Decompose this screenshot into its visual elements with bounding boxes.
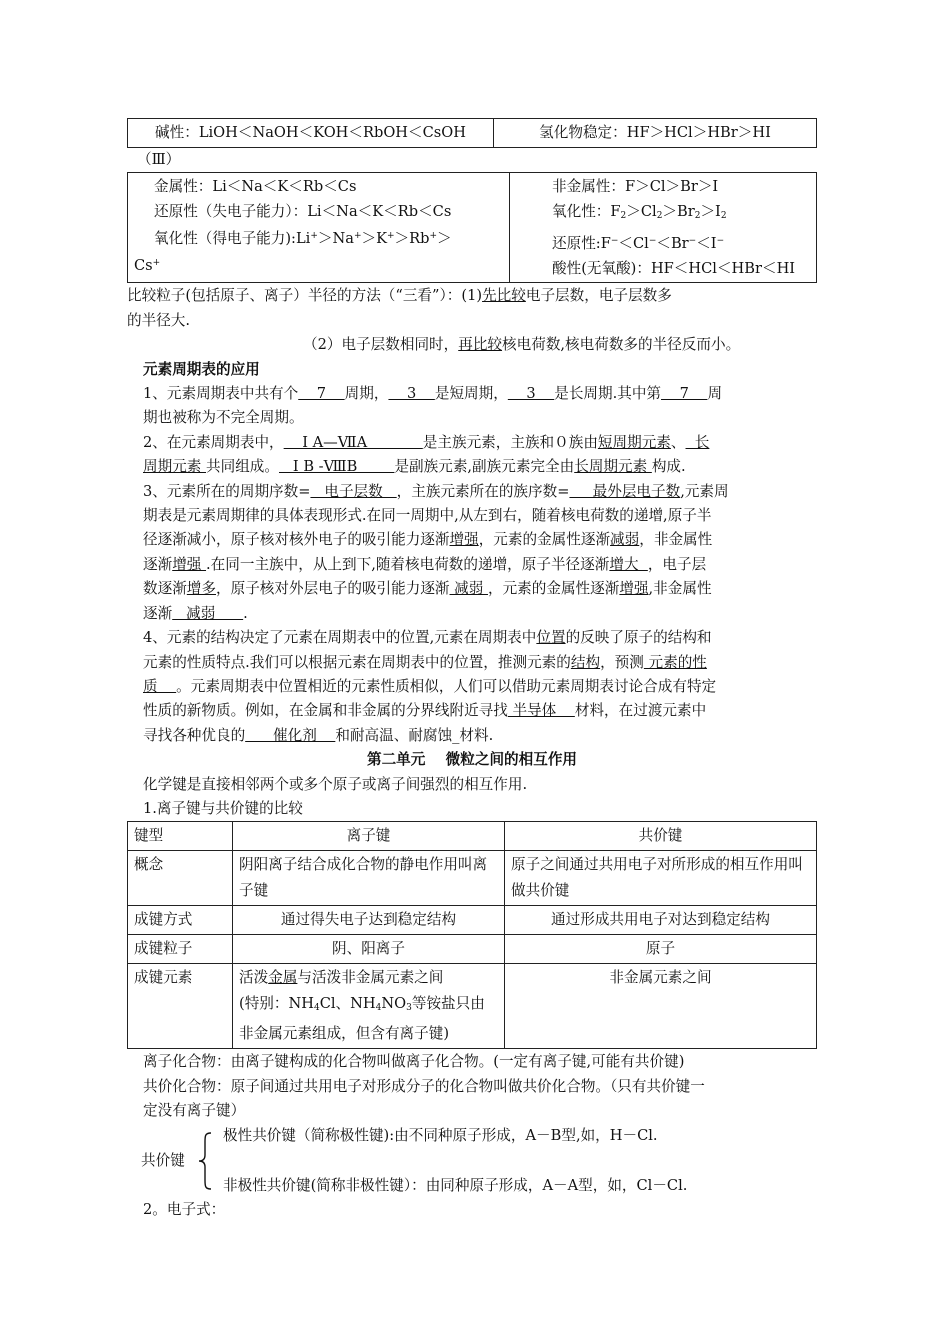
item-1: 1、元素周期表中共有个 7 周期， 3 是短周期， 3 是长周期.其中第 7 周 期也被称为不完全周期。 [143, 385, 723, 427]
oxidizing-line: 氧化性（得电子能力):Li+＞Na+＞K+＞Rb+＞ [154, 230, 452, 248]
covalent-bond-label: 共价键 [141, 1151, 185, 1169]
table-row: 成键元素 活泼金属与活泼非金属元素之间 (特别：$NH_4Cl$、$NH_4NO_3$等铵盐只由 非金属元素组成，但含有离子键) 非金属元素之间 [128, 964, 817, 1049]
bond-compare-table [127, 821, 817, 1049]
reducibility-line: 还原性（失电子能力）：Li＜Na＜K＜Rb＜Cs [154, 203, 452, 221]
polar-bond-def: 极性共价键（简称极性键):由不同种原子形成，A－B型,如，H－Cl. [223, 1126, 658, 1144]
nonmetallicity-line: 非金属性：F＞Cl＞Br＞I [552, 178, 719, 196]
item-3: 3、元素所在的周期序数= 电子层数 ，主族元素所在的族序数= 最外层电子数,元素周 期表是元素周期律的具体表现形式.在同一周期中,从左到右，随着核电荷数的递增,原子半 径逐渐减小，原子核对核外电子的吸引能力逐渐增强，元素的金属性逐渐减弱，非金属性 逐渐增强 .在同一主族中，从上到下,随着核电荷数的递增，原子半径逐渐增大 ，电子层 数逐渐增多，原子核对外层电子的吸引能力逐渐 减弱 ，元素的金属性逐渐增强,非金属性 逐渐 减弱 . [143, 482, 729, 622]
item-4: 4、元素的结构决定了元素在周期表中的位置,元素在周期表中位置的反映了原子的结构和 元素的性质特点.我们可以根据元素在周期表中的位置，推测元素的结构，预测 元素的性 质 。元素周期表中位置相近的元素性质相似，人们可以借助元素周期表讨论合成有特定 性质的新物质。例如，在金属和非金属的分界线附近寻找 半导体 材料，在过渡元素中 寻找各种优良的 催化剂 和耐高温、耐腐蚀_材料. [143, 629, 717, 744]
nonpolar-bond-def: 非极性共价键(简称非极性键）：由同种原子形成，A－A型，如，Cl－Cl. [223, 1176, 688, 1194]
metallicity-line: 金属性：Li＜Na＜K＜Rb＜Cs [154, 178, 357, 196]
chemical-bond-definition: 化学键是直接相邻两个或多个原子或离子间强烈的相互作用. [143, 775, 528, 793]
trend-table [127, 172, 817, 283]
covalent-compound-def-cont: 定没有离子键） [143, 1102, 246, 1120]
oxidizing-line-cont: Cs+ [134, 257, 161, 275]
curly-brace-icon [197, 1132, 213, 1190]
radius-method: 比较粒子(包括原子、离子）半径的方法（“三看”）：(1)先比较电子层数，电子层数多 的半径大. （2）电子层数相同时，再比较核电荷数,核电荷数多的半径反而小。 [127, 287, 741, 354]
ionic-compound-def: 离子化合物：由离子键构成的化合物叫做离子化合物。(一定有离子键,可能有共价键) [143, 1053, 685, 1071]
compare-title: 1.离子键与共价键的比较 [143, 799, 303, 817]
table-header-row [128, 822, 817, 851]
basicity-cell: 碱性：LiOH＜NaOH＜KOH＜RbOH＜CsOH [128, 119, 494, 148]
item-2: 2、在元素周期表中， Ⅰ A—ⅦA 是主族元素，主族和０族由短周期元素、 长 周期元素 共同组成。 Ⅰ B -ⅧB 是副族元素,副族元素完全由长周期元素 构成. [143, 433, 710, 476]
acidity-line: 酸性(无氧酸)：HF＜HCl＜HBr＜HI [552, 260, 796, 278]
hydride-stability-cell: 氢化物稳定：HF＞HCl＞HBr＞HI [494, 119, 817, 148]
table-row: 概念 阴阳离子结合成化合物的静电作用叫离子键 原子之间通过共用电子对所形成的相互作用叫做共价键 [128, 851, 817, 906]
header-ionic: 离子键 [233, 822, 505, 851]
table-row: 成键方式 通过得失电子达到稳定结构 通过形成共用电子对达到稳定结构 [128, 906, 817, 935]
metal-trend-cell [128, 173, 510, 283]
header-bond-type: 键型 [128, 822, 233, 851]
header-covalent: 共价键 [505, 822, 817, 851]
unit-title: 第二单元 微粒之间的相互作用 [366, 751, 578, 769]
table-row: 成键粒子 阴、阳离子 原子 [128, 935, 817, 964]
oxidizing-halogen-line: 氧化性：$F_2>Cl_2>Br_2>I_2$ [552, 203, 727, 222]
nonmetal-trend-cell [510, 173, 817, 283]
covalent-bond-types [127, 1124, 817, 1198]
electron-formula-title: 2。电子式： [143, 1200, 226, 1218]
section-title: 元素周期表的应用 [143, 360, 260, 378]
document-page [127, 118, 817, 1222]
covalent-compound-def: 共价化合物：原子间通过共用电子对形成分子的化合物叫做共价化合物。（只有共价键一 [143, 1077, 705, 1095]
alkali-hydride-table [127, 118, 817, 148]
reducing-halide-line: 还原性:F−＜Cl−＜Br−＜I− [552, 235, 725, 253]
roman-label: （Ⅲ） [137, 151, 181, 168]
